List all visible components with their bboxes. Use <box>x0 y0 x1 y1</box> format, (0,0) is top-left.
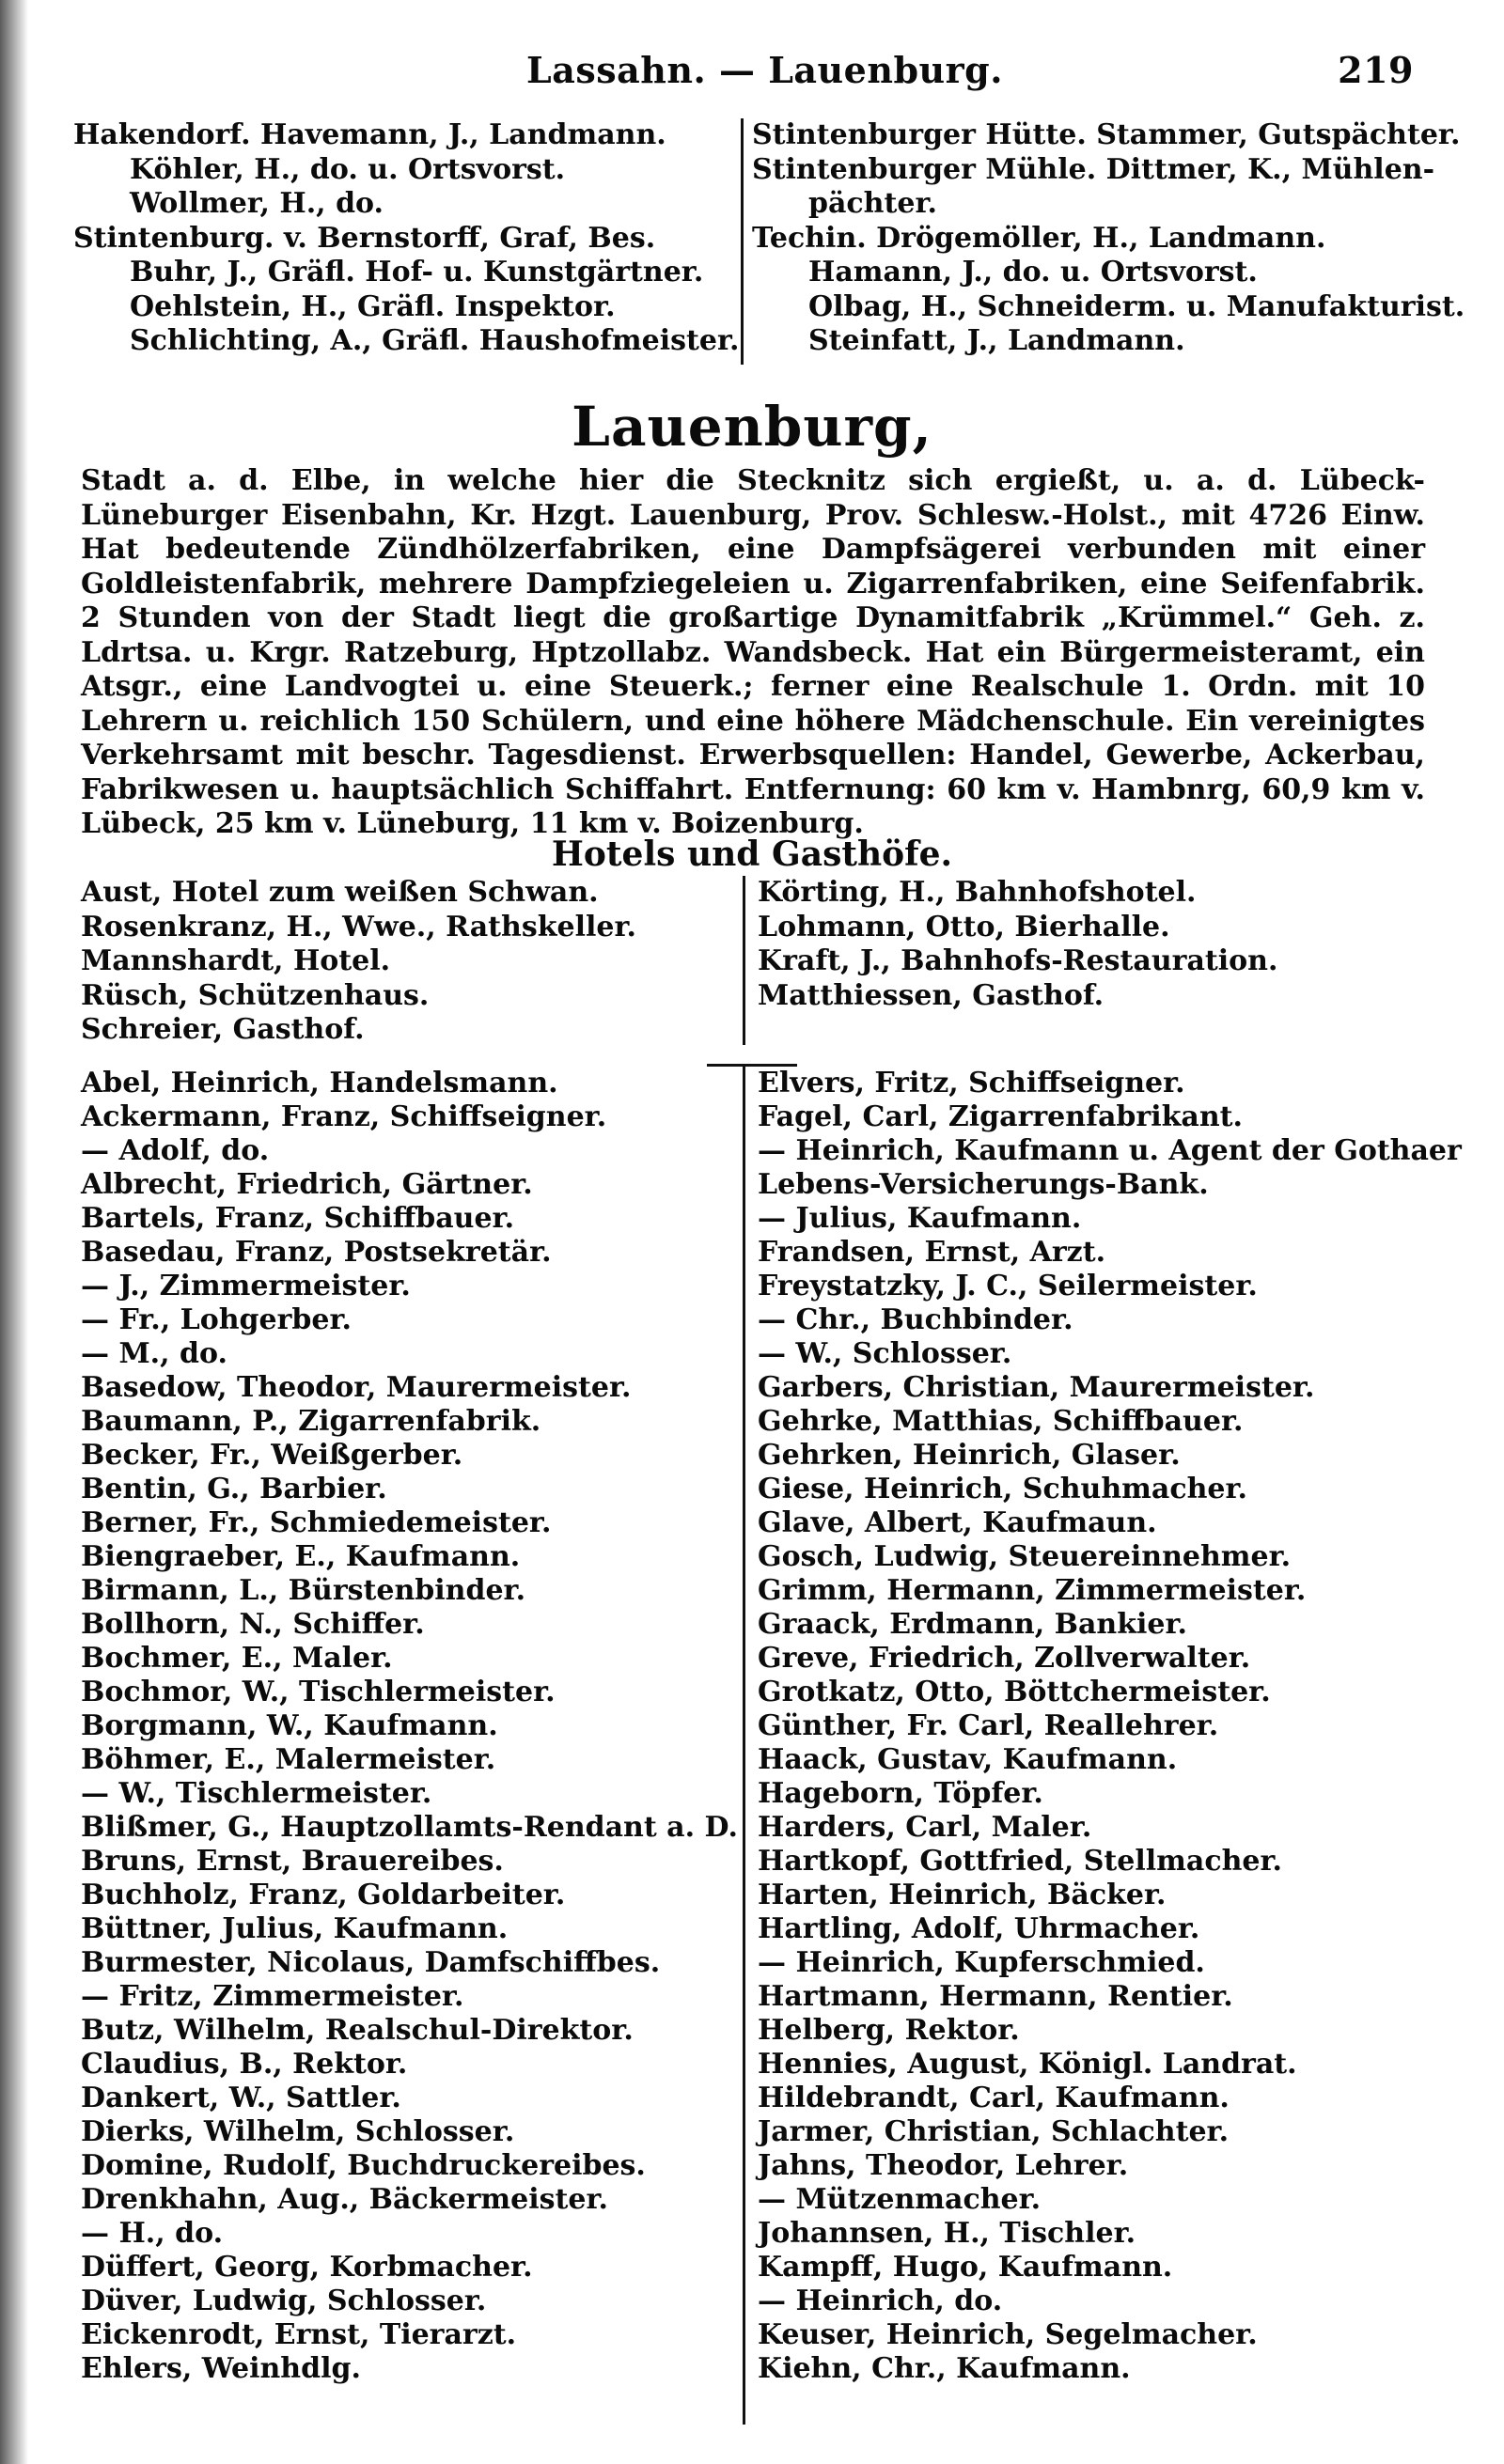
village-entry: Steinfatt, J., Landmann. <box>808 324 1185 357</box>
hotels-heading: Hotels und Gasthöfe. <box>551 834 953 874</box>
resident-entry: Lebens-Versicherungs-Bank. <box>758 1168 1209 1201</box>
village-entry: Techin. Drögemöller, H., Landmann. <box>752 221 1326 255</box>
resident-entry: — Heinrich, do. <box>758 2285 1003 2317</box>
resident-entry: — Heinrich, Kaufmann u. Agent der Gothaer <box>758 1134 1462 1167</box>
page-binding-shadow <box>0 0 28 2464</box>
village-entry: Köhler, H., do. u. Ortsvorst. <box>130 152 566 186</box>
resident-entry: Bochmer, E., Maler. <box>81 1642 393 1675</box>
hotel-entry: Matthiessen, Gasthof. <box>758 978 1104 1012</box>
resident-entry: Giese, Heinrich, Schuhmacher. <box>758 1473 1247 1505</box>
resident-entry: Buchholz, Franz, Goldarbeiter. <box>81 1879 566 1911</box>
hotel-entry: Kraft, J., Bahnhofs-Restauration. <box>758 944 1278 977</box>
resident-entry: Harders, Carl, Maler. <box>758 1811 1092 1844</box>
resident-entry: Düffert, Georg, Korbmacher. <box>81 2251 533 2284</box>
hotels-right-column <box>758 876 1416 1013</box>
village-entry: Hamann, J., do. u. Ortsvorst. <box>808 256 1258 289</box>
resident-entry: Bollhorn, N., Schiffer. <box>81 1608 425 1641</box>
village-entry: Stintenburger Mühle. Dittmer, K., Mühlen- <box>752 152 1435 186</box>
resident-entry: Bentin, G., Barbier. <box>81 1473 387 1505</box>
resident-entry: — Mützenmacher. <box>758 2183 1042 2216</box>
resident-entry: Bartels, Franz, Schiffbauer. <box>81 1202 515 1235</box>
hotel-entry: Rosenkranz, H., Wwe., Rathskeller. <box>81 910 636 943</box>
resident-entry: — W., Tischlermeister. <box>81 1777 432 1810</box>
village-entry: Olbag, H., Schneiderm. u. Manufakturist. <box>808 289 1465 323</box>
city-heading: Lauenburg, <box>572 395 932 459</box>
villages-right-column <box>752 118 1465 359</box>
resident-entry: Hartkopf, Gottfried, Stellmacher. <box>758 1845 1283 1878</box>
resident-entry: Dierks, Wilhelm, Schlosser. <box>81 2115 515 2148</box>
resident-entry: — Adolf, do. <box>81 1134 270 1167</box>
resident-entry: Burmester, Nicolaus, Damfschiffbes. <box>81 1946 661 1979</box>
resident-entry: Frandsen, Ernst, Arzt. <box>758 1236 1106 1269</box>
page-number: 219 <box>1338 49 1414 91</box>
column-divider <box>741 118 744 365</box>
resident-entry: — W., Schlosser. <box>758 1337 1012 1370</box>
hotel-entry: Aust, Hotel zum weißen Schwan. <box>81 876 599 909</box>
resident-entry: Büttner, Julius, Kaufmann. <box>81 1912 509 1945</box>
resident-entry: Graack, Erdmann, Bankier. <box>758 1608 1187 1641</box>
resident-entry: Domine, Rudolf, Buchdruckereibes. <box>81 2149 646 2182</box>
village-entry: Stintenburg. v. Bernstorff, Graf, Bes. <box>73 221 656 255</box>
resident-entry: Fagel, Carl, Zigarrenfabrikant. <box>758 1100 1243 1133</box>
resident-entry: Johannsen, H., Tischler. <box>758 2217 1136 2250</box>
column-divider <box>743 1067 745 2425</box>
resident-entry: Helberg, Rektor. <box>758 2014 1020 2047</box>
resident-entry: — Heinrich, Kupferschmied. <box>758 1946 1205 1979</box>
resident-entry: Hageborn, Töpfer. <box>758 1777 1043 1810</box>
running-title: Lassahn. — Lauenburg. <box>526 49 1003 91</box>
resident-entry: Bruns, Ernst, Brauereibes. <box>81 1845 504 1878</box>
resident-entry: Freystatzky, J. C., Seilermeister. <box>758 1270 1258 1302</box>
resident-entry: Blißmer, G., Hauptzollamts-Rendant a. D. <box>81 1811 738 1844</box>
resident-entry: Kampff, Hugo, Kaufmann. <box>758 2251 1173 2284</box>
resident-entry: Haack, Gustav, Kaufmann. <box>758 1743 1178 1776</box>
resident-entry: Birmann, L., Bürstenbinder. <box>81 1574 526 1607</box>
resident-entry: Jarmer, Christian, Schlachter. <box>758 2115 1230 2148</box>
villages-left-column <box>73 118 740 359</box>
resident-entry: Hartmann, Hermann, Rentier. <box>758 1980 1233 2013</box>
resident-entry: Ehlers, Weinhdlg. <box>81 2352 361 2385</box>
resident-entry: Jahns, Theodor, Lehrer. <box>758 2149 1129 2182</box>
resident-entry: Abel, Heinrich, Handelsmann. <box>81 1067 558 1099</box>
hotel-entry: Mannshardt, Hotel. <box>81 944 391 977</box>
resident-entry: Basedow, Theodor, Maurermeister. <box>81 1371 632 1404</box>
resident-entry: — Fr., Lohgerber. <box>81 1303 352 1336</box>
resident-entry: Dankert, W., Sattler. <box>81 2082 401 2114</box>
resident-entry: Baumann, P., Zigarrenfabrik. <box>81 1405 541 1438</box>
resident-entry: Günther, Fr. Carl, Reallehrer. <box>758 1709 1219 1742</box>
resident-entry: — H., do. <box>81 2217 224 2250</box>
resident-entry: Glave, Albert, Kaufmaun. <box>758 1506 1157 1539</box>
resident-entry: — Chr., Buchbinder. <box>758 1303 1073 1336</box>
resident-entry: — Fritz, Zimmermeister. <box>81 1980 464 2013</box>
resident-entry: Grotkatz, Otto, Böttchermeister. <box>758 1676 1271 1708</box>
village-entry: Buhr, J., Gräfl. Hof- u. Kunstgärtner. <box>130 256 704 289</box>
village-entry: Wollmer, H., do. <box>130 187 384 220</box>
resident-entry: Gosch, Ludwig, Steuereinnehmer. <box>758 1540 1292 1573</box>
resident-entry: Biengraeber, E., Kaufmann. <box>81 1540 521 1573</box>
resident-entry: Kiehn, Chr., Kaufmann. <box>758 2352 1131 2385</box>
hotels-left-column <box>81 876 729 1048</box>
resident-entry: Harten, Heinrich, Bäcker. <box>758 1879 1167 1911</box>
resident-entry: Hartling, Adolf, Uhrmacher. <box>758 1912 1200 1945</box>
residents-right-column <box>758 1067 1462 2386</box>
hotel-entry: Rüsch, Schützenhaus. <box>81 978 430 1012</box>
resident-entry: Albrecht, Friedrich, Gärtner. <box>81 1168 533 1201</box>
resident-entry: Düver, Ludwig, Schlosser. <box>81 2285 487 2317</box>
village-entry: Oehlstein, H., Gräfl. Inspektor. <box>130 289 616 323</box>
resident-entry: Böhmer, E., Malermeister. <box>81 1743 496 1776</box>
page-header <box>0 49 1504 105</box>
resident-entry: — M., do. <box>81 1337 227 1370</box>
resident-entry: Claudius, B., Rektor. <box>81 2048 408 2081</box>
resident-entry: Hennies, August, Königl. Landrat. <box>758 2048 1297 2081</box>
resident-entry: Greve, Friedrich, Zollverwalter. <box>758 1642 1251 1675</box>
resident-entry: Garbers, Christian, Maurermeister. <box>758 1371 1315 1404</box>
resident-entry: Berner, Fr., Schmiedemeister. <box>81 1506 552 1539</box>
resident-entry: Elvers, Fritz, Schiffseigner. <box>758 1067 1185 1099</box>
resident-entry: Grimm, Hermann, Zimmermeister. <box>758 1574 1307 1607</box>
resident-entry: Eickenrodt, Ernst, Tierarzt. <box>81 2318 517 2351</box>
resident-entry: — J., Zimmermeister. <box>81 1270 411 1302</box>
village-entry: pächter. <box>808 187 937 220</box>
resident-entry: Basedau, Franz, Postsekretär. <box>81 1236 552 1269</box>
residents-left-column <box>81 1067 739 2386</box>
hotel-entry: Schreier, Gasthof. <box>81 1013 365 1046</box>
hotel-entry: Körting, H., Bahnhofshotel. <box>758 876 1197 909</box>
resident-entry: Hildebrandt, Carl, Kaufmann. <box>758 2082 1230 2114</box>
resident-entry: Gehrke, Matthias, Schiffbauer. <box>758 1405 1244 1438</box>
resident-entry: Keuser, Heinrich, Segelmacher. <box>758 2318 1258 2351</box>
village-entry: Stintenburger Hütte. Stammer, Gutspächter. <box>752 118 1461 151</box>
village-entry: Schlichting, A., Gräfl. Haushofmeister. <box>130 324 740 357</box>
resident-entry: Becker, Fr., Weißgerber. <box>81 1439 463 1472</box>
village-entry: Hakendorf. Havemann, J., Landmann. <box>73 118 666 151</box>
resident-entry: Borgmann, W., Kaufmann. <box>81 1709 498 1742</box>
resident-entry: Drenkhahn, Aug., Bäckermeister. <box>81 2183 608 2216</box>
resident-entry: Ackermann, Franz, Schiffseigner. <box>81 1100 607 1133</box>
resident-entry: Bochmor, W., Tischlermeister. <box>81 1676 556 1708</box>
hotel-entry: Lohmann, Otto, Bierhalle. <box>758 910 1170 943</box>
resident-entry: Gehrken, Heinrich, Glaser. <box>758 1439 1181 1472</box>
column-divider <box>743 876 745 1045</box>
resident-entry: — Julius, Kaufmann. <box>758 1202 1082 1235</box>
resident-entry: Butz, Wilhelm, Realschul-Direktor. <box>81 2014 634 2047</box>
city-description: Stadt a. d. Elbe, in welche hier die Stecknitz sich ergießt, u. a. d. Lübeck-Lüneburger Eisenbahn, Kr. Hzgt. Lauenburg, Prov. Schlesw.-Holst., mit 4726 Einw. Hat bedeutende Zündhölzerfabriken, eine Dampfsägerei verbunden mit einer Goldleistenfabrik, mehrere Dampfziegeleien u. Zigarrenfabriken, eine Seifenfabrik. 2 Stunden von der Stadt liegt die großartige Dynamitfabrik „Krümmel.“ Geh. z. Ldrtsa. u. Krgr. Ratzeburg, Hptzollabz. Wandsbeck. Hat ein Bürgermeisteramt, ein Atsgr., eine Landvogtei u. eine Steuerk.; ferner eine Realschule 1. Ordn. mit 10 Lehrern u. reichlich 150 Schülern, und eine höhere Mädchenschule. Ein vereinigtes Verkehrsamt mit beschr. Tagesdienst. Erwerbsquellen: Handel, Gewerbe, Ackerbau, Fabrikwesen u. hauptsächlich Schiffahrt. Entfernung: 60 km v. Hambnrg, 60,9 km v. Lübeck, 25 km v. Lüneburg, 11 km v. Boizenburg. <box>81 464 1425 840</box>
